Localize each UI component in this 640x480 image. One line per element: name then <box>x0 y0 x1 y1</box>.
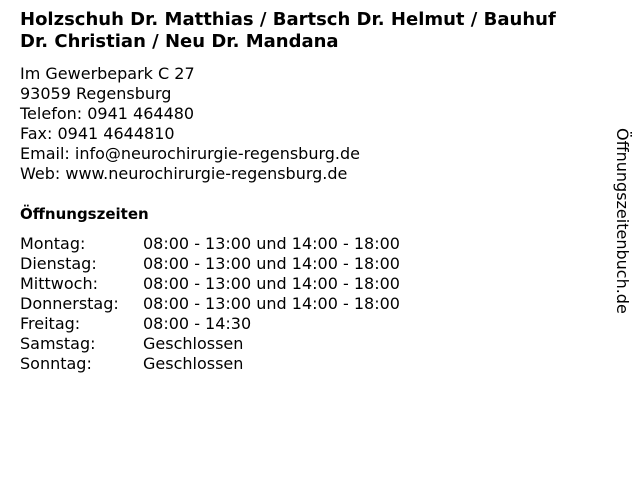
practice-title-line-1: Holzschuh Dr. Matthias / Bartsch Dr. Helmut / Bauhuf <box>20 9 556 30</box>
hours-row-thursday <box>20 294 400 314</box>
hours-value: 08:00 - 13:00 und 14:00 - 18:00 <box>143 234 400 253</box>
practice-title <box>20 9 620 53</box>
phone-number: Telefon: 0941 464480 <box>20 104 195 123</box>
practice-title-line-2: Dr. Christian / Neu Dr. Mandana <box>20 31 339 52</box>
email-address: Email: info@neurochirurgie-regensburg.de <box>20 144 361 163</box>
hours-value: 08:00 - 13:00 und 14:00 - 18:00 <box>143 274 400 293</box>
hours-row-sunday <box>20 354 400 374</box>
hours-row-saturday <box>20 334 400 354</box>
opening-hours-table <box>20 234 400 374</box>
hours-value: 08:00 - 13:00 und 14:00 - 18:00 <box>143 254 400 273</box>
day-label: Montag: <box>20 234 86 253</box>
hours-row-tuesday <box>20 254 400 274</box>
side-brand-label: Öffnungszeitenbuch.de <box>613 128 632 314</box>
day-label: Samstag: <box>20 334 96 353</box>
day-label: Mittwoch: <box>20 274 98 293</box>
hours-row-friday <box>20 314 400 334</box>
day-label: Freitag: <box>20 314 81 333</box>
hours-row-wednesday <box>20 274 400 294</box>
address-street: Im Gewerbepark C 27 <box>20 64 195 83</box>
day-label: Donnerstag: <box>20 294 119 313</box>
hours-row-monday <box>20 234 400 254</box>
address-block <box>20 64 360 184</box>
day-label: Dienstag: <box>20 254 97 273</box>
hours-value: Geschlossen <box>143 334 244 353</box>
website-address: Web: www.neurochirurgie-regensburg.de <box>20 164 348 183</box>
fax-number: Fax: 0941 4644810 <box>20 124 175 143</box>
hours-value: Geschlossen <box>143 354 244 373</box>
hours-value: 08:00 - 13:00 und 14:00 - 18:00 <box>143 294 400 313</box>
hours-value: 08:00 - 14:30 <box>143 314 252 333</box>
opening-hours-heading: Öffnungszeiten <box>20 205 149 223</box>
address-city: 93059 Regensburg <box>20 84 172 103</box>
day-label: Sonntag: <box>20 354 92 373</box>
